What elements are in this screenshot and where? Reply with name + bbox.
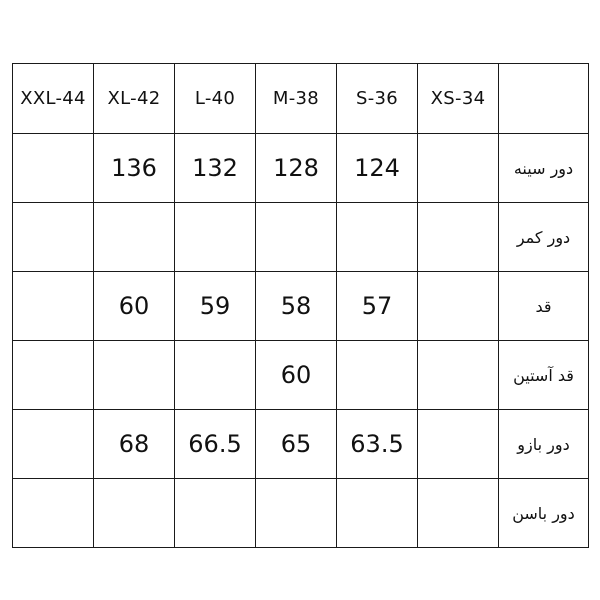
cell-length-m-38: 58 bbox=[256, 272, 337, 341]
cell-chest-s-36: 124 bbox=[337, 134, 418, 203]
cell-hip-l-40 bbox=[175, 479, 256, 548]
cell-sleeve-xl-42 bbox=[94, 341, 175, 410]
cell-chest-xxl-44 bbox=[13, 134, 94, 203]
table-row-arm bbox=[13, 410, 589, 479]
table-row-waist bbox=[13, 203, 589, 272]
cell-chest-l-40: 132 bbox=[175, 134, 256, 203]
cell-sleeve-xxl-44 bbox=[13, 341, 94, 410]
row-label-waist: دور کمر bbox=[499, 203, 589, 272]
cell-arm-s-36: 63.5 bbox=[337, 410, 418, 479]
size-chart-table bbox=[12, 63, 589, 548]
row-label-length: قد bbox=[499, 272, 589, 341]
column-header-l-40: L-40 bbox=[175, 64, 256, 134]
cell-sleeve-m-38: 60 bbox=[256, 341, 337, 410]
cell-waist-xl-42 bbox=[94, 203, 175, 272]
cell-waist-xxl-44 bbox=[13, 203, 94, 272]
cell-length-s-36: 57 bbox=[337, 272, 418, 341]
cell-waist-m-38 bbox=[256, 203, 337, 272]
cell-hip-xl-42 bbox=[94, 479, 175, 548]
corner-cell bbox=[499, 64, 589, 134]
row-label-sleeve-length: قد آستین bbox=[499, 341, 589, 410]
table-row-sleeve-length bbox=[13, 341, 589, 410]
cell-length-xl-42: 60 bbox=[94, 272, 175, 341]
table-row-length bbox=[13, 272, 589, 341]
cell-hip-m-38 bbox=[256, 479, 337, 548]
cell-hip-xxl-44 bbox=[13, 479, 94, 548]
cell-arm-xl-42: 68 bbox=[94, 410, 175, 479]
cell-length-l-40: 59 bbox=[175, 272, 256, 341]
cell-hip-s-36 bbox=[337, 479, 418, 548]
column-header-m-38: M-38 bbox=[256, 64, 337, 134]
cell-length-xxl-44 bbox=[13, 272, 94, 341]
cell-arm-l-40: 66.5 bbox=[175, 410, 256, 479]
cell-chest-xs-34 bbox=[418, 134, 499, 203]
cell-chest-xl-42: 136 bbox=[94, 134, 175, 203]
column-header-xxl-44: XXL-44 bbox=[13, 64, 94, 134]
cell-chest-m-38: 128 bbox=[256, 134, 337, 203]
cell-sleeve-s-36 bbox=[337, 341, 418, 410]
cell-waist-xs-34 bbox=[418, 203, 499, 272]
row-label-hip: دور باسن bbox=[499, 479, 589, 548]
column-header-xl-42: XL-42 bbox=[94, 64, 175, 134]
column-header-s-36: S-36 bbox=[337, 64, 418, 134]
cell-waist-l-40 bbox=[175, 203, 256, 272]
table-header-row bbox=[13, 64, 589, 134]
table-row-chest bbox=[13, 134, 589, 203]
cell-sleeve-l-40 bbox=[175, 341, 256, 410]
row-label-chest: دور سینه bbox=[499, 134, 589, 203]
row-label-arm: دور بازو bbox=[499, 410, 589, 479]
cell-hip-xs-34 bbox=[418, 479, 499, 548]
table-row-hip bbox=[13, 479, 589, 548]
cell-length-xs-34 bbox=[418, 272, 499, 341]
cell-arm-xxl-44 bbox=[13, 410, 94, 479]
cell-sleeve-xs-34 bbox=[418, 341, 499, 410]
cell-arm-xs-34 bbox=[418, 410, 499, 479]
column-header-xs-34: XS-34 bbox=[418, 64, 499, 134]
cell-waist-s-36 bbox=[337, 203, 418, 272]
cell-arm-m-38: 65 bbox=[256, 410, 337, 479]
